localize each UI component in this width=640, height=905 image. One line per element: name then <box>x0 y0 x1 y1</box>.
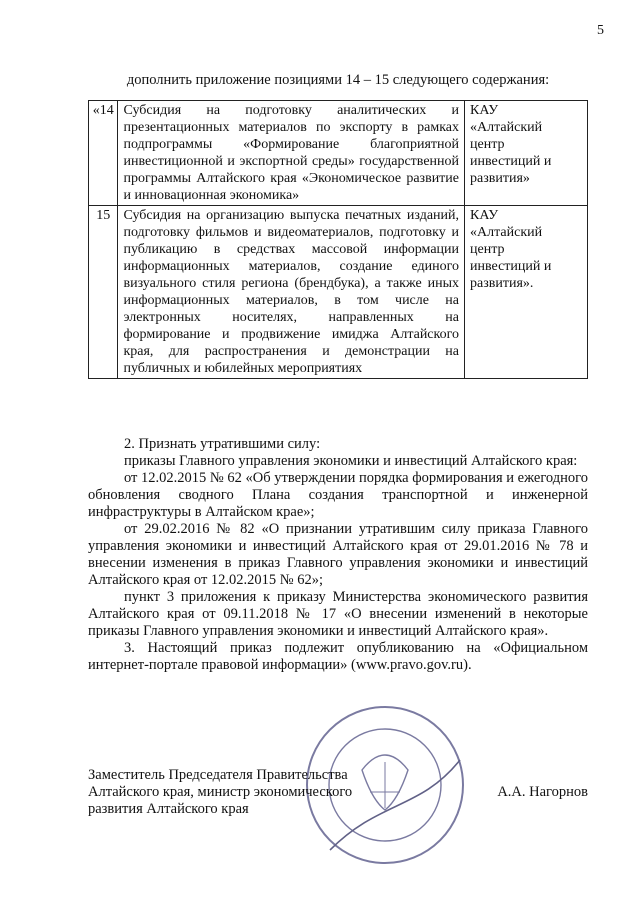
section-2-heading: 2. Признать утратившими силу: <box>124 436 321 452</box>
executor-line: «Алтайский <box>470 120 543 135</box>
section-2-item: от 12.02.2015 № 62 «Об утверждении порядка формирования и ежегодного обновления сводного Плана создания транспортной и инженерной инфраструктуры в Алтайском крае»; <box>88 470 588 520</box>
row-description: Субсидия на организацию выпуска печатных изданий, подготовку фильмов и видеоматериалов, подготовку и публикацию в средствах массовой информации информационных материалов, создание единого визуального стиля региона (брендбука), а также иных информационных материалов, в том числе на электронных носителях, направленных на формирование и продвижение имиджа Алтайского края, для распространения и демонстрации на публичных и юбилейных мероприятиях <box>118 206 465 379</box>
row-description: Субсидия на подготовку аналитических и презентационных материалов по экспорту в рамках подпрограммы «Формирование благоприятной инвестиционной и экспортной среды» государственной программы Алтайского края «Экономическое развитие и инновационная экономика» <box>118 101 465 206</box>
intro-text: дополнить приложение позициями 14 – 15 следующего содержания: <box>126 72 550 88</box>
executor-line: центр <box>470 242 505 257</box>
row-number: 15 <box>89 206 118 379</box>
executor-line: развития» <box>470 171 530 186</box>
executor-line: инвестиций и <box>470 259 552 274</box>
positions-table <box>88 100 588 379</box>
executor-line: «Алтайский <box>470 225 543 240</box>
section-2 <box>88 436 588 674</box>
section-2-lead: приказы Главного управления экономики и инвестиций Алтайского края: <box>124 453 578 469</box>
signature-title-line: Алтайского края, министр экономического <box>88 784 353 800</box>
executor-line: центр <box>470 137 505 152</box>
row-executor <box>465 206 588 379</box>
executor-line: КАУ <box>470 103 499 118</box>
signature-block <box>88 767 588 818</box>
executor-line: инвестиций и <box>470 154 552 169</box>
table-row <box>89 101 588 206</box>
signature-title-line: развития Алтайского края <box>88 801 249 817</box>
table-row <box>89 206 588 379</box>
executor-line: КАУ <box>470 208 499 223</box>
row-number: «14 <box>89 101 118 206</box>
signature-title-line: Заместитель Председателя Правительства <box>88 767 348 783</box>
signatory-name: А.А. Нагорнов <box>497 784 588 800</box>
section-2-item: пункт 3 приложения к приказу Министерства экономического развития Алтайского края от 09.11.2018 № 17 «О внесении изменений в некоторые приказы Главного управления экономики и инвестиций Алтайского края». <box>88 589 588 639</box>
section-3: 3. Настоящий приказ подлежит опубликованию на «Официальном интернет-портале правовой информации» (www.pravo.gov.ru). <box>88 640 588 673</box>
page-number: 5 <box>597 23 604 38</box>
section-2-item: от 29.02.2016 № 82 «О признании утратившим силу приказа Главного управления экономики и инвестиций Алтайского края от 29.01.2016 № 78 и внесении изменения в приказ Главного управления экономики и инвестиций Алтайского края от 12.02.2015 № 62»; <box>88 521 588 588</box>
executor-line: развития». <box>470 276 534 291</box>
row-executor <box>465 101 588 206</box>
